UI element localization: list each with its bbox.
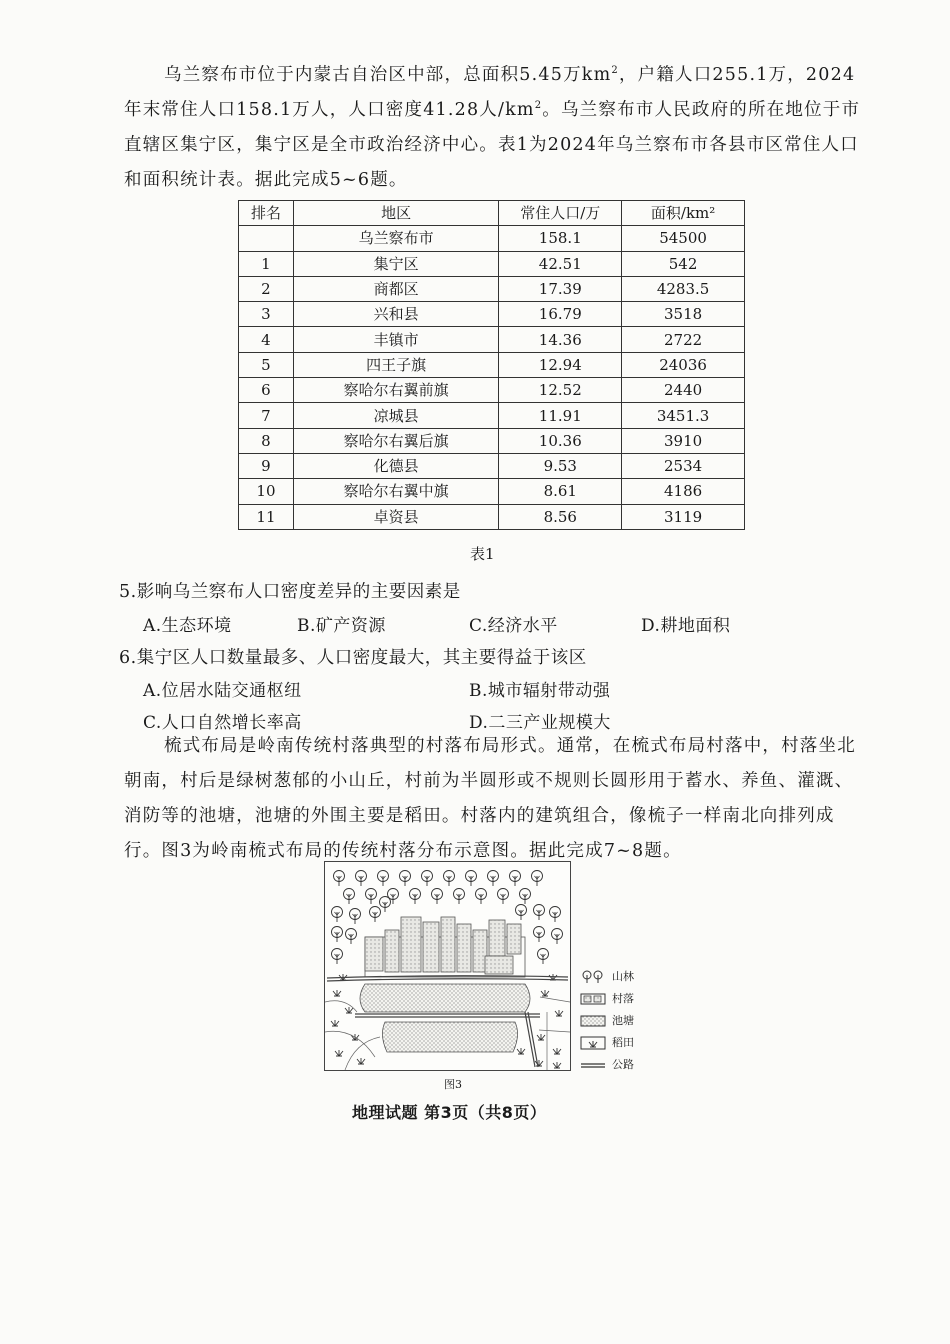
legend-forest-label: 山林 xyxy=(612,970,634,983)
paddy-icon xyxy=(535,1060,543,1066)
q6-option-c: C.人口自然增长率高 xyxy=(143,713,302,733)
table-row xyxy=(239,302,745,327)
tree-icon xyxy=(488,871,499,887)
paddy-icon xyxy=(537,1034,545,1040)
cell-rank: 9 xyxy=(239,453,294,478)
village-symbol-icon xyxy=(580,992,606,1006)
cell-population: 12.52 xyxy=(499,378,622,403)
cell-population: 12.94 xyxy=(499,352,622,377)
tree-icon xyxy=(534,927,545,943)
question-5-stem: 5.影响乌兰察布人口密度差异的主要因素是 xyxy=(119,582,461,602)
cell-area: 2722 xyxy=(622,327,745,352)
cell-rank: 11 xyxy=(239,504,294,529)
cell-region: 集宁区 xyxy=(293,251,498,276)
cell-region: 察哈尔右翼中旗 xyxy=(293,479,498,504)
tree-icon xyxy=(466,871,477,887)
tree-icon xyxy=(552,929,563,945)
cell-population: 14.36 xyxy=(499,327,622,352)
cell-area: 54500 xyxy=(622,226,745,251)
tree-icon xyxy=(498,889,509,905)
village-map-drawing xyxy=(325,862,570,1070)
q6-option-d: D.二三产业规模大 xyxy=(469,713,611,733)
tree-icon xyxy=(356,871,367,887)
cell-area: 542 xyxy=(622,251,745,276)
header-region: 地区 xyxy=(293,201,498,226)
tree-icon xyxy=(422,871,433,887)
legend-road-label: 公路 xyxy=(612,1058,634,1071)
paddy-icon xyxy=(335,1050,343,1056)
table-row xyxy=(239,378,745,403)
cell-population: 42.51 xyxy=(499,251,622,276)
tree-icon xyxy=(532,871,543,887)
pond-symbol-icon xyxy=(580,1014,606,1028)
cell-rank: 3 xyxy=(239,302,294,327)
paddy-icon xyxy=(553,1048,561,1054)
cell-area: 2534 xyxy=(622,453,745,478)
cell-population: 17.39 xyxy=(499,276,622,301)
tree-icon xyxy=(388,889,399,905)
tree-icon xyxy=(520,889,531,905)
paddy-symbol-icon xyxy=(580,1036,606,1050)
legend-road xyxy=(580,1054,634,1076)
tree-icon xyxy=(516,905,527,921)
page-footer: 地理试题 第3页（共8页） xyxy=(352,1103,547,1122)
cell-rank: 10 xyxy=(239,479,294,504)
legend-pond-label: 池塘 xyxy=(612,1014,634,1027)
cell-population: 158.1 xyxy=(499,226,622,251)
village-buildings xyxy=(365,917,525,977)
tree-icon xyxy=(476,889,487,905)
cell-region: 凉城县 xyxy=(293,403,498,428)
q5-option-d: D.耕地面积 xyxy=(641,616,731,636)
tree-icon xyxy=(332,907,343,923)
paddy-icon xyxy=(553,1062,561,1068)
table-row xyxy=(239,226,745,251)
tree-icon xyxy=(332,927,343,943)
paddy-icon xyxy=(541,990,549,996)
cell-population: 16.79 xyxy=(499,302,622,327)
paddy-icon xyxy=(517,1048,525,1054)
tree-icon xyxy=(350,909,361,925)
question-6-stem: 6.集宁区人口数量最多、人口密度最大，其主要得益于该区 xyxy=(119,648,587,668)
tree-icon xyxy=(400,871,411,887)
header-area: 面积/km² xyxy=(622,201,745,226)
cell-region: 察哈尔右翼前旗 xyxy=(293,378,498,403)
legend-paddy-label: 稻田 xyxy=(612,1036,634,1049)
cell-population: 8.56 xyxy=(499,504,622,529)
population-table xyxy=(238,200,745,530)
cell-population: 10.36 xyxy=(499,428,622,453)
intro-paragraph-1: 乌兰察布市位于内蒙古自治区中部，总面积5.45万$km^2$，户籍人口255.1万，2024年末常住人口158.1万人，人口密度41.28人$/km^2$。乌兰察布市人民政府的所在地位于市直辖区集宁区，集宁区是全市政治经济中心。表1为2024年乌兰察布市各县市区常住人口和面积统计表。据此完成5~6题。 xyxy=(124,65,861,190)
cell-region: 乌兰察布市 xyxy=(293,226,498,251)
table-row xyxy=(239,504,745,529)
table-row xyxy=(239,251,745,276)
cell-area: 4283.5 xyxy=(622,276,745,301)
cell-region: 化德县 xyxy=(293,453,498,478)
paddy-icon xyxy=(345,1007,353,1013)
legend-village xyxy=(580,988,634,1010)
table-caption: 表1 xyxy=(470,545,495,563)
q5-option-b: B.矿产资源 xyxy=(297,616,386,636)
cell-rank: 5 xyxy=(239,352,294,377)
tree-icon xyxy=(334,871,345,887)
header-population: 常住人口/万 xyxy=(499,201,622,226)
road-symbol-icon xyxy=(580,1058,606,1072)
header-rank: 排名 xyxy=(239,201,294,226)
tree-icon xyxy=(550,907,561,923)
cell-area: 3910 xyxy=(622,428,745,453)
cell-rank: 4 xyxy=(239,327,294,352)
map-legend xyxy=(580,966,634,1076)
cell-rank: 8 xyxy=(239,428,294,453)
cell-region: 商都区 xyxy=(293,276,498,301)
tree-icon xyxy=(344,889,355,905)
village-layout-map xyxy=(324,861,571,1071)
cell-area: 4186 xyxy=(622,479,745,504)
cell-area: 2440 xyxy=(622,378,745,403)
tree-icon xyxy=(378,871,389,887)
tree-icon xyxy=(370,907,381,923)
cell-area: 3119 xyxy=(622,504,745,529)
table-header-row xyxy=(239,201,745,226)
cell-region: 兴和县 xyxy=(293,302,498,327)
cell-area: 24036 xyxy=(622,352,745,377)
forest-symbol-icon xyxy=(580,970,606,984)
table-row xyxy=(239,403,745,428)
q6-option-a: A.位居水陆交通枢纽 xyxy=(143,681,302,701)
cell-population: 11.91 xyxy=(499,403,622,428)
cell-region: 卓资县 xyxy=(293,504,498,529)
tree-icon xyxy=(332,949,343,965)
legend-village-label: 村落 xyxy=(612,992,634,1005)
q5-option-a: A.生态环境 xyxy=(143,616,232,636)
table-row xyxy=(239,327,745,352)
table-row xyxy=(239,352,745,377)
legend-forest xyxy=(580,966,634,988)
cell-rank: 6 xyxy=(239,378,294,403)
tree-icon xyxy=(510,871,521,887)
table-row xyxy=(239,453,745,478)
figure-caption: 图3 xyxy=(444,1078,462,1091)
intro-paragraph-2: 梳式布局是岭南传统村落典型的村落布局形式。通常，在梳式布局村落中，村落坐北朝南，村后是绿树葱郁的小山丘，村前为半圆形或不规则长圆形用于蓄水、养鱼、灌溉、消防等的池塘，池塘的外围主要是稻田。村落内的建筑组合，像梳子一样南北向排列成行。图3为岭南梳式布局的传统村落分布示意图。据此完成7~8题。 xyxy=(124,736,856,861)
cell-region: 丰镇市 xyxy=(293,327,498,352)
cell-population: 8.61 xyxy=(499,479,622,504)
q6-option-b: B.城市辐射带动强 xyxy=(469,681,611,701)
cell-rank xyxy=(239,226,294,251)
paddy-icon xyxy=(333,990,341,996)
cell-rank: 2 xyxy=(239,276,294,301)
table-row xyxy=(239,428,745,453)
legend-pond xyxy=(580,1010,634,1032)
cell-region: 察哈尔右翼后旗 xyxy=(293,428,498,453)
tree-icon xyxy=(432,889,443,905)
tree-icon xyxy=(534,905,545,921)
cell-region: 四王子旗 xyxy=(293,352,498,377)
cell-rank: 1 xyxy=(239,251,294,276)
table-row xyxy=(239,479,745,504)
legend-paddy xyxy=(580,1032,634,1054)
cell-area: 3518 xyxy=(622,302,745,327)
paddy-icon xyxy=(555,1010,563,1016)
paddy-icon xyxy=(331,1020,339,1026)
tree-icon xyxy=(410,889,421,905)
paddy-icon xyxy=(357,1058,365,1064)
ponds xyxy=(360,984,530,1052)
tree-icon xyxy=(454,889,465,905)
tree-icon xyxy=(538,949,549,965)
cell-population: 9.53 xyxy=(499,453,622,478)
tree-icon xyxy=(366,889,377,905)
tree-icon xyxy=(346,929,357,945)
q5-option-c: C.经济水平 xyxy=(469,616,558,636)
table-row xyxy=(239,276,745,301)
tree-icon xyxy=(380,897,391,913)
tree-icon xyxy=(444,871,455,887)
cell-rank: 7 xyxy=(239,403,294,428)
cell-area: 3451.3 xyxy=(622,403,745,428)
